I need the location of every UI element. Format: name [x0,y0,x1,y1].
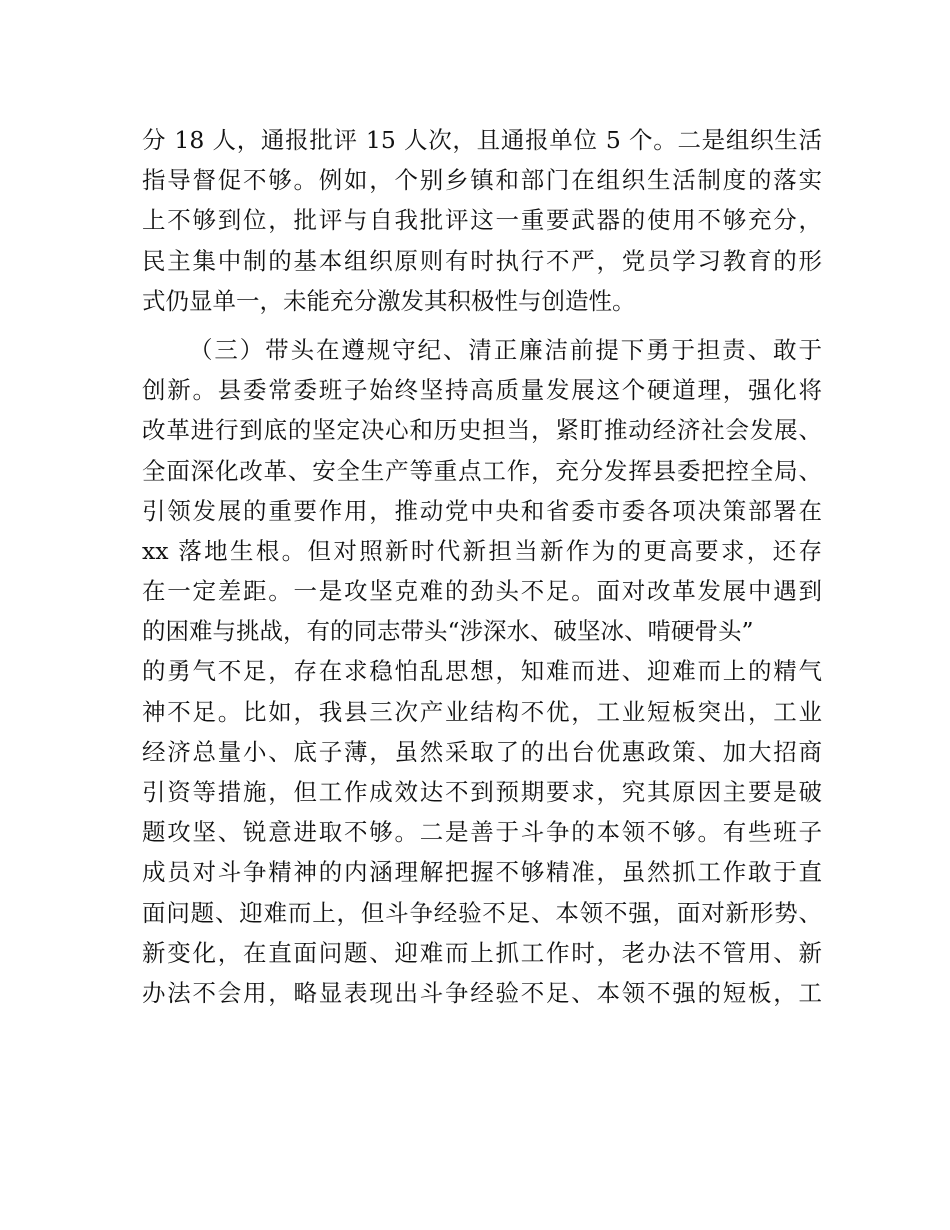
text-line: 创新。县委常委班子始终坚持高质量发展这个硬道理，强化将 [142,376,822,405]
paragraph-gap [142,321,822,330]
text-line: 指导督促不够。例如，个别乡镇和部门在组织生活制度的落实 [142,166,822,195]
text-line: 在一定差距。一是攻坚克难的劲头不足。面对改革发展中遇到 [142,577,822,606]
text-line: 式仍显单一，未能充分激发其积极性与创造性。 [142,286,636,315]
text-line: 引领发展的重要作用，推动党中央和省委市委各项决策部署在 [142,496,822,525]
text-line: 改革进行到底的坚定决心和历史担当，紧盯推动经济社会发展、 [142,416,822,445]
text-line: （三）带头在遵规守纪、清正廉洁前提下勇于担责、敢于 [189,335,822,364]
text-line: 引资等措施，但工作成效达不到预期要求，究其原因主要是破 [142,778,822,806]
text-line: 全面深化改革、安全生产等重点工作，充分发挥县委把控全局、 [142,456,822,485]
text-line: 的困难与挑战，有的同志带头“涉深水、破坚冰、啃硬骨头” [142,617,754,646]
text-line: 办法不会用，略显表现出斗争经验不足、本领不强的短板，工 [142,978,822,1007]
text-line: 新变化，在直面问题、迎难而上抓工作时，老办法不管用、新 [142,938,822,967]
text-line: 成员对斗争精神的内涵理解把握不够精准，虽然抓工作敢于直 [142,858,822,887]
text-line: 题攻坚、锐意进取不够。二是善于斗争的本领不够。有些班子 [142,818,822,847]
text-line: 的勇气不足，存在求稳怕乱思想，知难而进、迎难而上的精气 [142,657,822,686]
body-text [142,120,822,1013]
text-line: 分 18 人，通报批评 15 人次，且通报单位 5 个。二是组织生活 [142,126,822,154]
text-line: 神不足。比如，我县三次产业结构不优，工业短板突出，工业 [142,697,822,726]
paragraph-1 [142,120,822,321]
text-line: xx 落地生根。但对照新时代新担当新作为的更高要求，还存 [142,536,822,565]
text-line: 民主集中制的基本组织原则有时执行不严，党员学习教育的形 [142,246,822,275]
text-line: 面问题、迎难而上，但斗争经验不足、本领不强，面对新形势、 [142,898,822,927]
text-line: 上不够到位，批评与自我批评这一重要武器的使用不够充分， [142,206,822,235]
text-line: 经济总量小、底子薄，虽然采取了的出台优惠政策、加大招商 [142,737,822,766]
paragraph-2 [142,330,822,1013]
